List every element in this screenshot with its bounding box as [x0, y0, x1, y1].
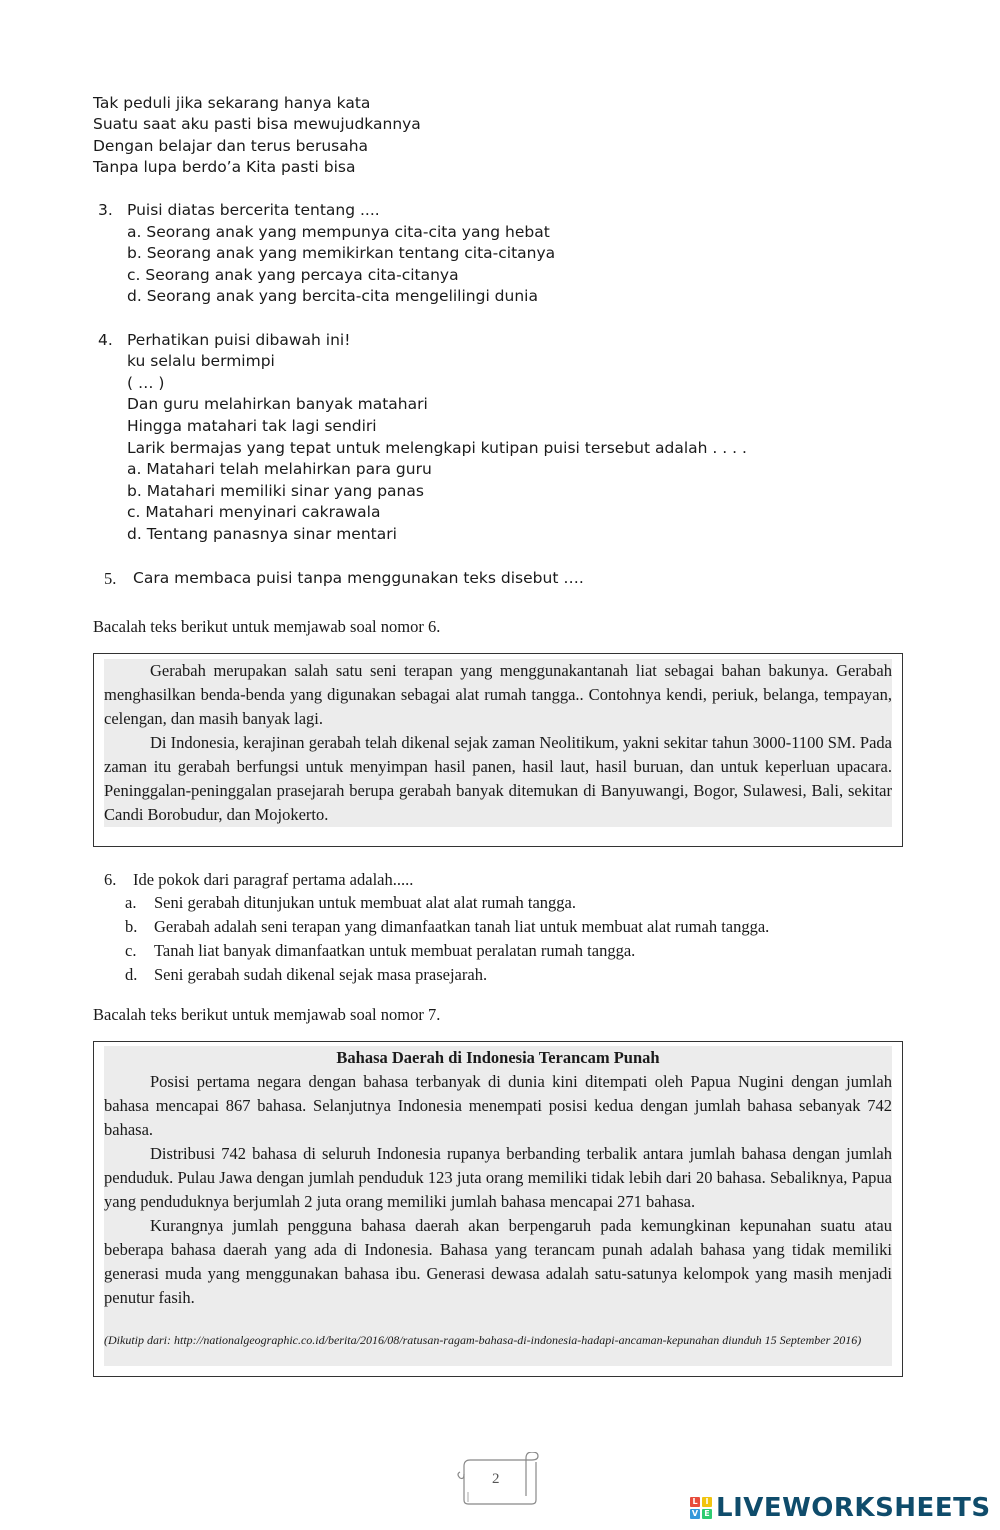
passage-title: Bahasa Daerah di Indonesia Terancam Punah — [336, 1048, 660, 1067]
passage-paragraph: Kurangnya jumlah pengguna bahasa daerah akan berpengaruh pada kemungkinan kepunahan suatu atau beberapa bahasa daerah yang ada di Indonesia. Bahasa yang terancam punah adalah bahasa yang tidak memiliki generasi muda yang menggunakan bahasa ibu. Generasi dewasa adalah satu-satunya kelompok yang masih menjadi penutur fasih. — [104, 1216, 892, 1307]
quoted-poem-line: Hingga matahari tak lagi sendiri — [127, 417, 377, 435]
question-number: 6. — [104, 870, 117, 889]
quoted-poem-line: Dan guru melahirkan banyak matahari — [127, 395, 428, 413]
question-text: Puisi diatas bercerita tentang .... — [127, 201, 380, 219]
poem-line: Tanpa lupa berdo’a Kita pasti bisa — [93, 158, 356, 176]
reading-passage-box — [93, 1041, 903, 1377]
page-number: 2 — [492, 1471, 500, 1487]
question-number: 5. — [104, 569, 117, 588]
question-number: 4. — [98, 331, 113, 349]
poem-line: Dengan belajar dan terus berusaha — [93, 137, 369, 155]
question-text: Ide pokok dari paragraf pertama adalah..... — [133, 870, 414, 889]
answer-option[interactable]: Gerabah adalah seni terapan yang dimanfaatkan tanah liat untuk membuat alat rumah tangga. — [154, 917, 770, 936]
poem-line: Tak peduli jika sekarang hanya kata — [93, 94, 371, 112]
option-letter: c. — [125, 941, 137, 960]
answer-option[interactable]: Seni gerabah sudah dikenal sejak masa prasejarah. — [154, 965, 488, 984]
liveworksheets-logo — [690, 1493, 991, 1523]
reading-instruction: Bacalah teks berikut untuk memjawab soal nomor 6. — [93, 617, 441, 636]
passage-paragraph: Di Indonesia, kerajinan gerabah telah dikenal sejak zaman Neolitikum, yakni sekitar tahun 3000-1100 SM. Pada zaman itu gerabah berfungsi untuk menyimpan hasil panen, hasil laut, hasil buruan, dan untuk keperluan upacara. Peninggalan-peninggalan prasejarah berupa gerabah banyak ditemukan di Banyuwangi, Bogor, Sulawesi, Bali, sekitar Candi Borobudur, dan Mojokerto. — [104, 733, 892, 824]
quoted-poem-line: ku selalu bermimpi — [127, 352, 275, 370]
answer-option[interactable]: b. Matahari memiliki sinar yang panas — [127, 482, 424, 500]
passage-paragraph: Posisi pertama negara dengan bahasa terbanyak di dunia kini ditempati oleh Papua Nugini dengan jumlah bahasa mencapai 867 bahasa. Selanjutnya Indonesia menempati posisi kedua dengan jumlah bahasa sebanyak 742 bahasa. — [104, 1072, 892, 1139]
poem-line: Suatu saat aku pasti bisa mewujudkannya — [93, 115, 421, 133]
passage-citation: (Dikutip dari: http://nationalgeographic.co.id/berita/2016/08/ratusan-ragam-bahasa-di-indonesia-hadapi-ancaman-kepunahan diunduh 15 September 2016) — [104, 1333, 862, 1347]
option-letter: a. — [125, 893, 137, 912]
answer-option[interactable]: c. Matahari menyinari cakrawala — [127, 503, 381, 521]
passage-paragraph: Gerabah merupakan salah satu seni terapan yang menggunakantanah liat sebagai bahan bakunya. Gerabah menghasilkan benda-benda yang digunakan sebagai alat rumah tangga.. Contohnya kendi, periuk, belanga, tempayan, celengan, dan masih banyak lagi. — [104, 661, 892, 728]
answer-option[interactable]: c. Seorang anak yang percaya cita-citanya — [127, 266, 459, 284]
option-letter: b. — [125, 917, 138, 936]
option-letter: d. — [125, 965, 138, 984]
answer-option[interactable]: b. Seorang anak yang memikirkan tentang cita-citanya — [127, 244, 556, 262]
question-prompt: Larik bermajas yang tepat untuk melengkapi kutipan puisi tersebut adalah . . . . — [127, 439, 747, 457]
question-number: 3. — [98, 201, 113, 219]
answer-option[interactable]: Tanah liat banyak dimanfaatkan untuk membuat peralatan rumah tangga. — [154, 941, 636, 960]
question-text: Perhatikan puisi dibawah ini! — [127, 331, 351, 349]
answer-option[interactable]: a. Matahari telah melahirkan para guru — [127, 460, 432, 478]
reading-passage-box — [93, 653, 903, 847]
question-text: Cara membaca puisi tanpa menggunakan teks disebut …. — [133, 569, 584, 587]
answer-option[interactable]: Seni gerabah ditunjukan untuk membuat alat alat rumah tangga. — [154, 893, 576, 912]
answer-option[interactable]: d. Tentang panasnya sinar mentari — [127, 525, 397, 543]
answer-option[interactable]: d. Seorang anak yang bercita-cita mengelilingi dunia — [127, 287, 538, 305]
answer-option[interactable]: a. Seorang anak yang mempunya cita-cita yang hebat — [127, 223, 550, 241]
brand-name: LIVEWORKSHEETS — [716, 1493, 991, 1523]
reading-instruction: Bacalah teks berikut untuk memjawab soal nomor 7. — [93, 1005, 441, 1024]
logo-mark-icon: L I V E — [690, 1497, 712, 1519]
quoted-poem-line: ( … ) — [127, 374, 165, 392]
passage-paragraph: Distribusi 742 bahasa di seluruh Indonesia rupanya berbanding terbalik antara jumlah bahasa dengan jumlah penduduk. Pulau Jawa dengan jumlah penduduk 123 juta orang memiliki tidak lebih dari 20 bahasa. Sebaliknya, Papua yang penduduknya berjumlah 2 juta orang memiliki jumlah bahasa mencapai 271 bahasa. — [104, 1144, 892, 1211]
